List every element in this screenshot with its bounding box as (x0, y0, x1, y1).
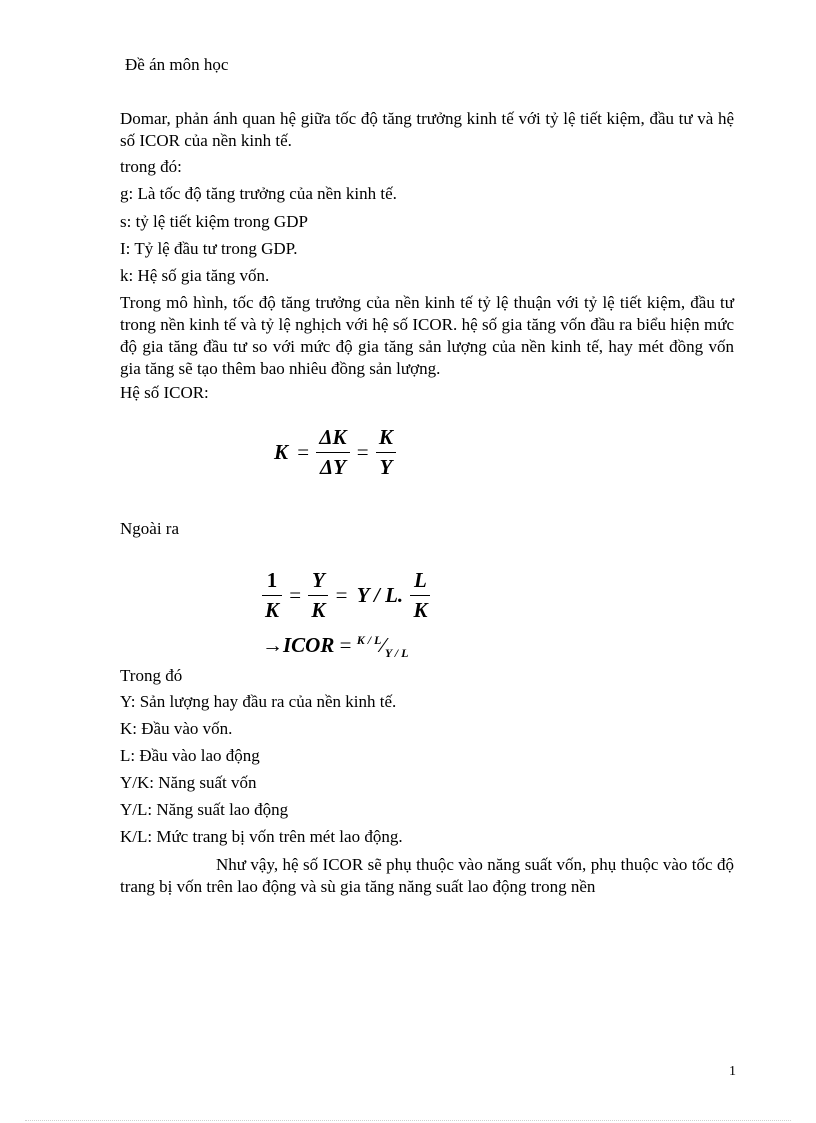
formula-numerator: K / L (356, 633, 382, 647)
formula-term: Y / L. (356, 583, 404, 607)
fraction-ratio (376, 425, 396, 480)
slash-symbol: ⁄ (381, 633, 385, 657)
fraction-denominator: K (413, 598, 428, 622)
definition-item: I: Tỷ lệ đầu tư trong GDP. (120, 239, 298, 258)
icor-label: Hệ số ICOR: (120, 383, 209, 402)
definition-item: Y/K: Năng suất vốn (120, 773, 257, 792)
definitions-intro: trong đó: (120, 157, 182, 176)
fraction-denominator: K (311, 598, 326, 622)
fraction-numerator: ΔK (316, 425, 349, 453)
fraction-numerator: K (376, 425, 396, 453)
formula-denominator: Y / L (384, 646, 409, 661)
icor-formula (272, 425, 396, 480)
fraction-delta (316, 425, 349, 480)
definition-item: k: Hệ số gia tăng vốn. (120, 266, 270, 285)
definition-item: Y/L: Năng suất lao động (120, 800, 289, 819)
model-paragraph: Trong mô hình, tốc độ tăng trưởng của nền kinh tế tỷ lệ thuận với tỷ lệ tiết kiệm, đầu tư trong nền kinh tế và tỷ lệ nghịch với hệ số ICOR. hệ số gia tăng vốn đầu ra biểu hiện mức độ gia tăng đầu tư so với mức độ gia tăng sản lượng của nền kinh tế, hay mét đồng vốn gia tăng sẽ tạo thêm bao nhiêu đồng sản lượng. (120, 293, 734, 378)
fraction-denominator: ΔY (319, 455, 346, 479)
definitions-intro: Trong đó (120, 666, 183, 685)
closing-paragraph: Như vậy, hệ số ICOR sẽ phụ thuộc vào năng suất vốn, phụ thuộc vào tốc độ trang bị vốn trên lao động và sù gia tăng năng suất lao động trong nền (120, 855, 734, 896)
definition-item: g: Là tốc độ tăng trưởng của nền kinh tế. (120, 184, 397, 203)
fraction-numerator: Y (308, 568, 328, 596)
equals-sign: = (356, 440, 369, 464)
fraction-numerator: L (410, 568, 430, 596)
equals-sign: = (339, 633, 352, 657)
fraction-numerator: 1 (262, 568, 282, 596)
fraction-y-over-k (308, 568, 328, 623)
productivity-formula (262, 568, 430, 623)
page-bottom-divider (25, 1120, 791, 1121)
page-number: 1 (729, 1064, 736, 1079)
intro-paragraph: Domar, phản ánh quan hệ giữa tốc độ tăng trưởng kinh tế với tỷ lệ tiết kiệm, đầu tư và hệ số ICOR của nền kinh tế. (120, 109, 734, 150)
ngoai-ra-label: Ngoài ra (120, 519, 180, 538)
fraction-l-over-k (410, 568, 430, 623)
arrow-symbol: → (262, 633, 283, 657)
icor-ratio-formula (262, 633, 408, 661)
definition-item: s: tỷ lệ tiết kiệm trong GDP (120, 212, 308, 231)
definition-item: Y: Sản lượng hay đầu ra của nền kinh tế. (120, 692, 397, 711)
page-header: Đề án môn học (125, 55, 229, 74)
equals-sign: = (289, 583, 302, 607)
definition-item: K/L: Mức trang bị vốn trên mét lao động. (120, 827, 403, 846)
formula-lhs: K (274, 440, 289, 464)
fraction-denominator: K (265, 598, 280, 622)
definition-item: K: Đầu vào vốn. (120, 719, 233, 738)
definition-item: L: Đầu vào lao động (120, 746, 260, 765)
equals-sign: = (297, 440, 310, 464)
fraction-inverse-k (262, 568, 282, 623)
fraction-denominator: Y (379, 455, 393, 479)
formula-term: ICOR (283, 633, 335, 657)
equals-sign: = (335, 583, 348, 607)
